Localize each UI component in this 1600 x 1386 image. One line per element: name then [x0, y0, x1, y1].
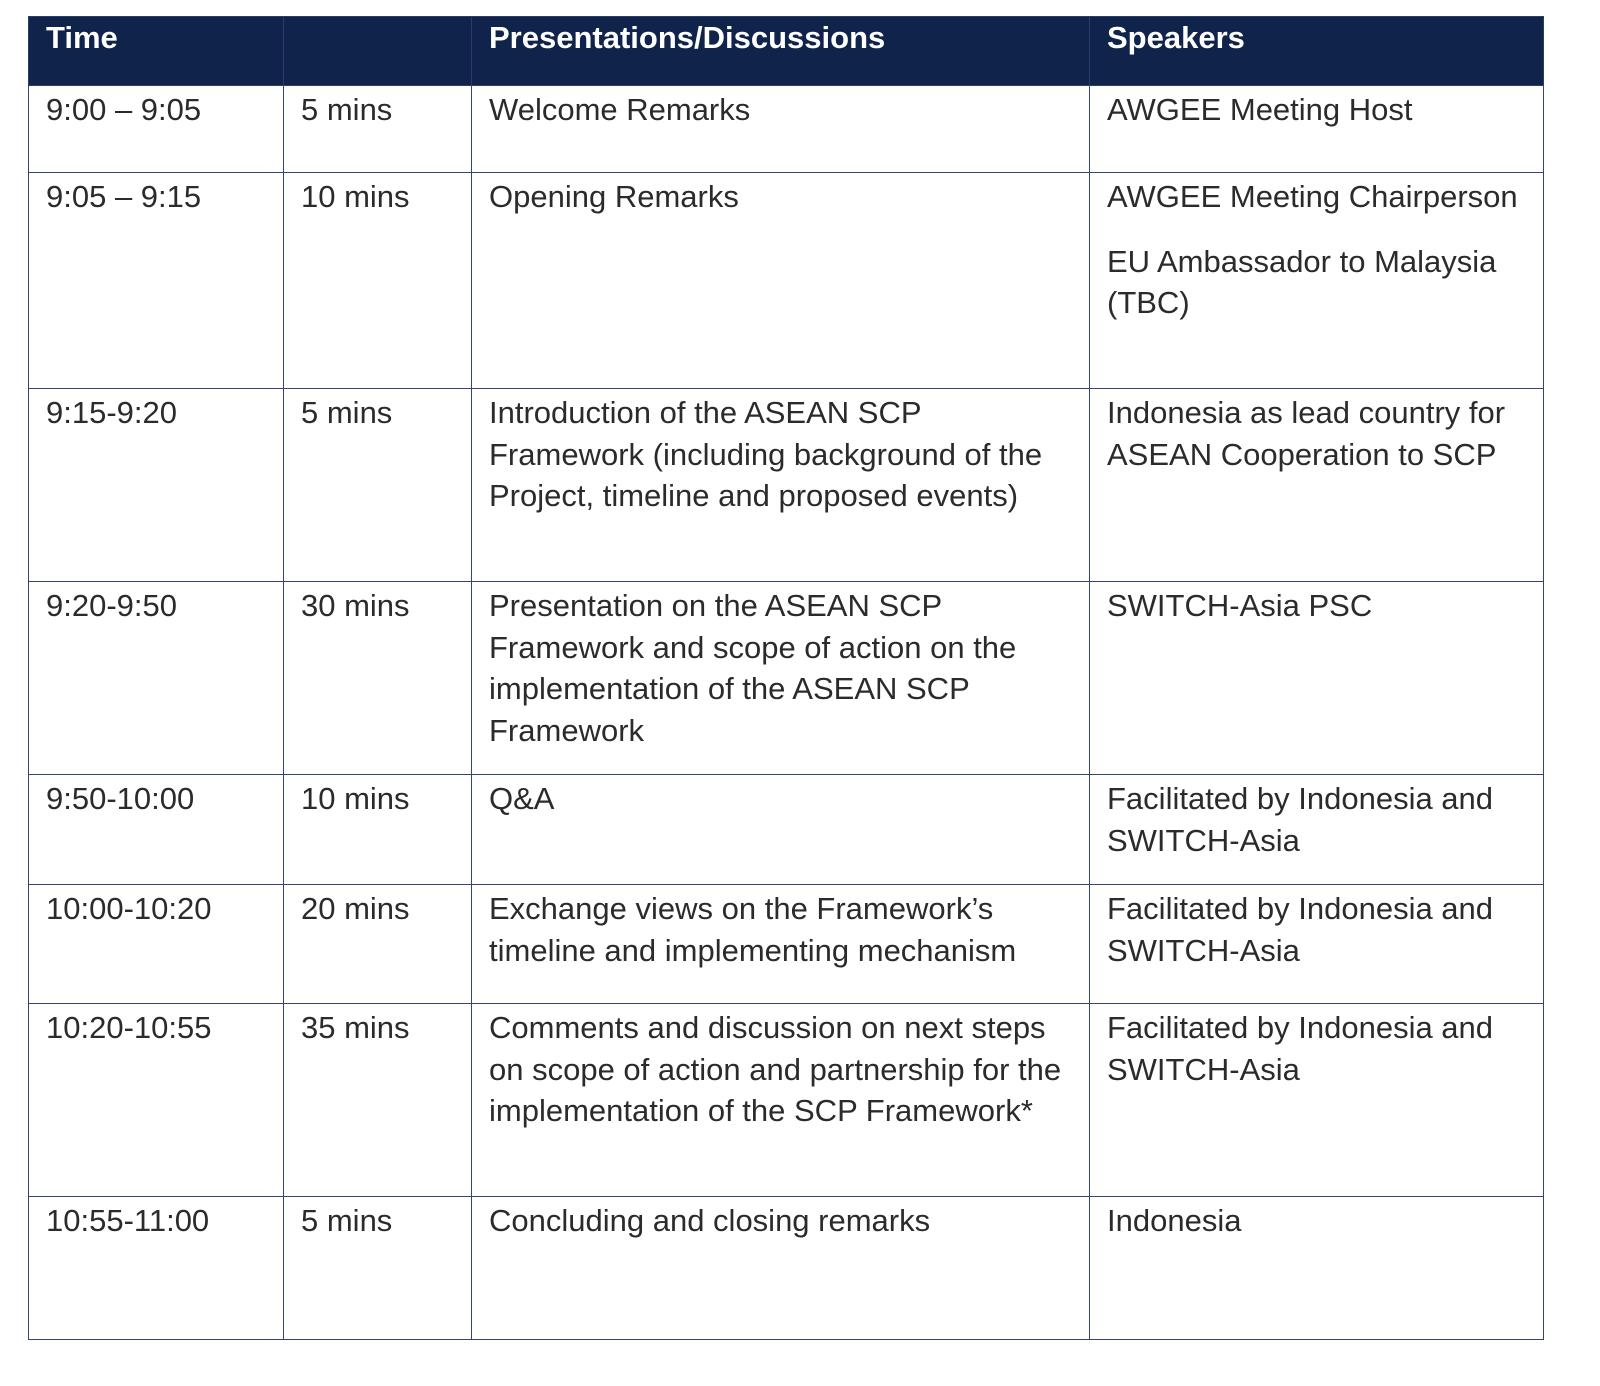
cell-presentation: Introduction of the ASEAN SCP Framework (including background of the Project, timeline and proposed events): [472, 389, 1090, 582]
cell-presentation: Opening Remarks: [472, 173, 1090, 389]
cell-duration: 30 mins: [284, 582, 472, 775]
table-row: [29, 173, 1544, 389]
cell-duration: 10 mins: [284, 775, 472, 885]
cell-presentation: Concluding and closing remarks: [472, 1197, 1090, 1340]
speaker: Facilitated by Indonesia and SWITCH-Asia: [1107, 891, 1494, 968]
speaker: EU Ambassador to Malaysia (TBC): [1107, 243, 1497, 320]
header-speakers: Speakers: [1090, 17, 1544, 86]
table-row: [29, 389, 1544, 582]
speaker: SWITCH-Asia PSC: [1107, 588, 1373, 623]
cell-presentation: Presentation on the ASEAN SCP Framework and scope of action on the implementation of the ASEAN SCP Framework: [472, 582, 1090, 775]
header-time: Time: [29, 17, 284, 86]
cell-speakers: [1090, 173, 1544, 389]
speaker: Indonesia: [1107, 1203, 1242, 1238]
cell-duration: 35 mins: [284, 1004, 472, 1197]
speaker: Facilitated by Indonesia and SWITCH-Asia: [1107, 1010, 1494, 1087]
agenda-table: [28, 16, 1544, 1340]
header-row: [29, 17, 1544, 86]
table-row: [29, 1197, 1544, 1340]
table-row: [29, 1004, 1544, 1197]
agenda-table-body: [29, 86, 1544, 1340]
cell-duration: 20 mins: [284, 885, 472, 1004]
header-duration: [284, 17, 472, 86]
cell-presentation: Welcome Remarks: [472, 86, 1090, 173]
speaker: AWGEE Meeting Chairperson: [1107, 179, 1518, 214]
table-row: [29, 885, 1544, 1004]
cell-speakers: [1090, 775, 1544, 885]
cell-time: 10:20-10:55: [29, 1004, 284, 1197]
speaker: Indonesia as lead country for ASEAN Cooperation to SCP: [1107, 395, 1506, 472]
table-row: [29, 86, 1544, 173]
cell-time: 9:50-10:00: [29, 775, 284, 885]
cell-time: 10:55-11:00: [29, 1197, 284, 1340]
table-row: [29, 582, 1544, 775]
cell-presentation: Q&A: [472, 775, 1090, 885]
speaker: Facilitated by Indonesia and SWITCH-Asia: [1107, 781, 1494, 858]
cell-duration: 10 mins: [284, 173, 472, 389]
cell-speakers: [1090, 389, 1544, 582]
cell-duration: 5 mins: [284, 1197, 472, 1340]
cell-speakers: [1090, 885, 1544, 1004]
cell-presentation: Exchange views on the Framework’s timeline and implementing mechanism: [472, 885, 1090, 1004]
cell-speakers: [1090, 1197, 1544, 1340]
header-presentations: Presentations/Discussions: [472, 17, 1090, 86]
speaker: AWGEE Meeting Host: [1107, 92, 1413, 127]
cell-time: 9:15-9:20: [29, 389, 284, 582]
agenda-table-header: [29, 17, 1544, 86]
cell-time: 9:05 – 9:15: [29, 173, 284, 389]
table-row: [29, 775, 1544, 885]
cell-time: 9:20-9:50: [29, 582, 284, 775]
cell-speakers: [1090, 1004, 1544, 1197]
cell-duration: 5 mins: [284, 86, 472, 173]
cell-speakers: [1090, 582, 1544, 775]
cell-time: 10:00-10:20: [29, 885, 284, 1004]
cell-time: 9:00 – 9:05: [29, 86, 284, 173]
cell-speakers: [1090, 86, 1544, 173]
cell-duration: 5 mins: [284, 389, 472, 582]
cell-presentation: Comments and discussion on next steps on scope of action and partnership for the implementation of the SCP Framework*: [472, 1004, 1090, 1197]
